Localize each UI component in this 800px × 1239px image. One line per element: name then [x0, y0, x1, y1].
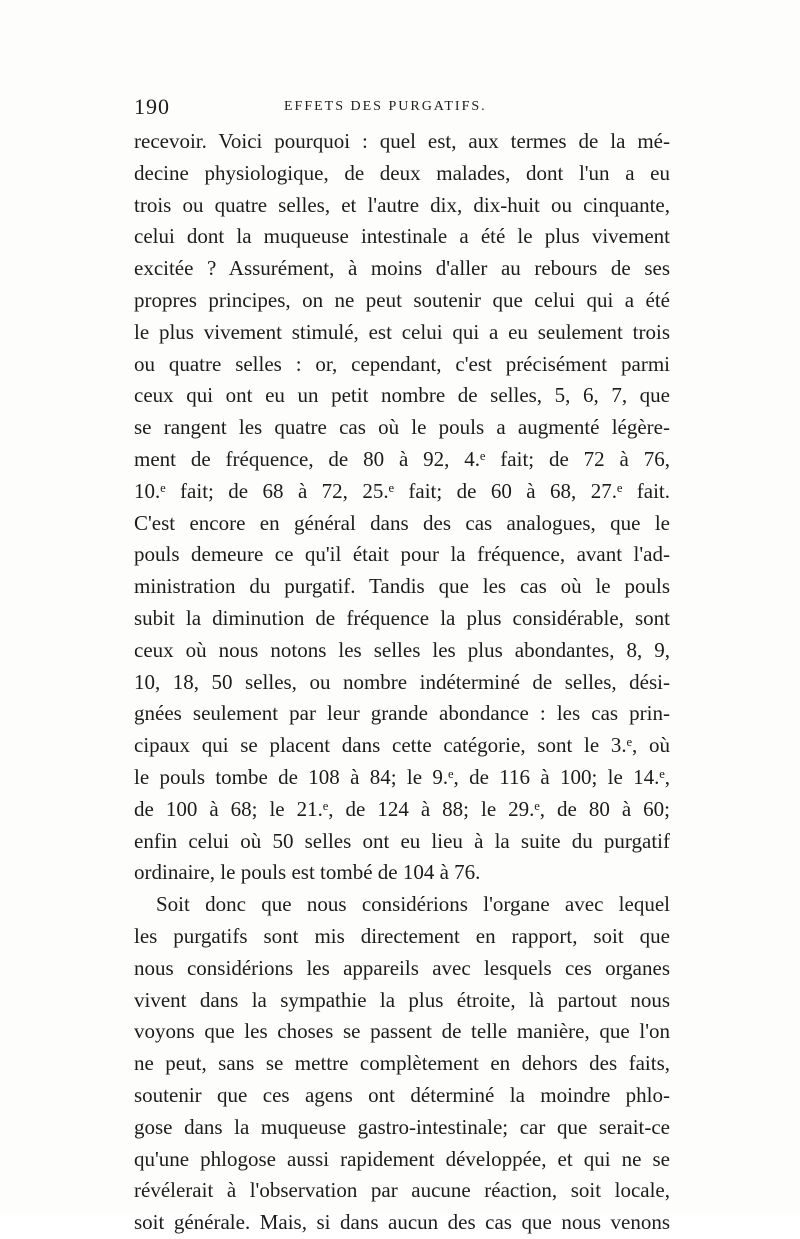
- text-line: cipaux qui se placent dans cette catégorie, sont le 3.ᵉ, où: [134, 733, 670, 758]
- text-line: propres principes, on ne peut soutenir que celui qui a été: [134, 287, 670, 312]
- text-line: vivent dans la sympathie la plus étroite, là partout nous: [134, 987, 670, 1012]
- text-line: ceux où nous notons les selles les plus abondantes, 8, 9,: [134, 637, 670, 662]
- paragraph-start-line: Soit donc que nous considérions l'organe avec lequel: [156, 892, 670, 917]
- text-line: gose dans la muqueuse gastro-intestinale; car que serait-ce: [134, 1114, 670, 1139]
- text-line: soutenir que ces agens ont déterminé la moindre phlo-: [134, 1082, 670, 1107]
- text-line: celui dont la muqueuse intestinale a été le plus vivement: [134, 224, 670, 249]
- page-number: 190: [134, 94, 170, 119]
- text-line: ministration du purgatif. Tandis que les cas où le pouls: [134, 574, 670, 599]
- text-line: révélerait à l'observation par aucune réaction, soit locale,: [134, 1178, 670, 1203]
- text-line: subit la diminution de fréquence la plus considérable, sont: [134, 605, 670, 630]
- text-line: ment de fréquence, de 80 à 92, 4.ᵉ fait; de 72 à 76,: [134, 446, 670, 471]
- text-line: excitée ? Assurément, à moins d'aller au rebours de ses: [134, 256, 670, 281]
- text-line: C'est encore en général dans des cas analogues, que le: [134, 510, 670, 535]
- text-line: trois ou quatre selles, et l'autre dix, dix-huit ou cinquante,: [134, 192, 670, 217]
- text-line: ou quatre selles : or, cependant, c'est précisément parmi: [134, 351, 670, 376]
- text-line: 10.ᵉ fait; de 68 à 72, 25.ᵉ fait; de 60 à 68, 27.ᵉ fait.: [134, 478, 670, 503]
- text-line: voyons que les choses se passent de telle manière, que l'on: [134, 1019, 670, 1044]
- text-line: ne peut, sans se mettre complètement en dehors des faits,: [134, 1051, 670, 1076]
- text-line: pouls demeure ce qu'il était pour la fréquence, avant l'ad-: [134, 542, 670, 567]
- text-line: recevoir. Voici pourquoi : quel est, aux termes de la mé-: [134, 129, 670, 153]
- text-line: nous considérions les appareils avec lesquels ces organes: [134, 955, 670, 980]
- text-line: de 100 à 68; le 21.ᵉ, de 124 à 88; le 29.ᵉ, de 80 à 60;: [134, 796, 670, 821]
- text-line: se rangent les quatre cas où le pouls a augmenté légère-: [134, 415, 670, 440]
- text-line: decine physiologique, de deux malades, dont l'un a eu: [134, 160, 670, 185]
- text-line: le pouls tombe de 108 à 84; le 9.ᵉ, de 116 à 100; le 14.ᵉ,: [134, 764, 670, 789]
- text-line: soit générale. Mais, si dans aucun des cas que nous venons: [134, 1210, 670, 1235]
- text-line: le plus vivement stimulé, est celui qui a eu seulement trois: [134, 319, 670, 344]
- running-head: [134, 92, 670, 122]
- body-text: [134, 126, 670, 1239]
- text-line: les purgatifs sont mis directement en rapport, soit que: [134, 923, 670, 948]
- text-line: 10, 18, 50 selles, ou nombre indéterminé de selles, dési-: [134, 669, 670, 694]
- text-line: gnées seulement par leur grande abondance : les cas prin-: [134, 701, 670, 726]
- text-line: qu'une phlogose aussi rapidement développée, et qui ne se: [134, 1146, 670, 1171]
- text-line: ceux qui ont eu un petit nombre de selles, 5, 6, 7, que: [134, 383, 670, 408]
- running-title: EFFETS DES PURGATIFS.: [284, 99, 487, 114]
- text-line: enfin celui où 50 selles ont eu lieu à la suite du purgatif: [134, 828, 670, 853]
- paragraph-end-line: ordinaire, le pouls est tombé de 104 à 76.: [134, 860, 481, 885]
